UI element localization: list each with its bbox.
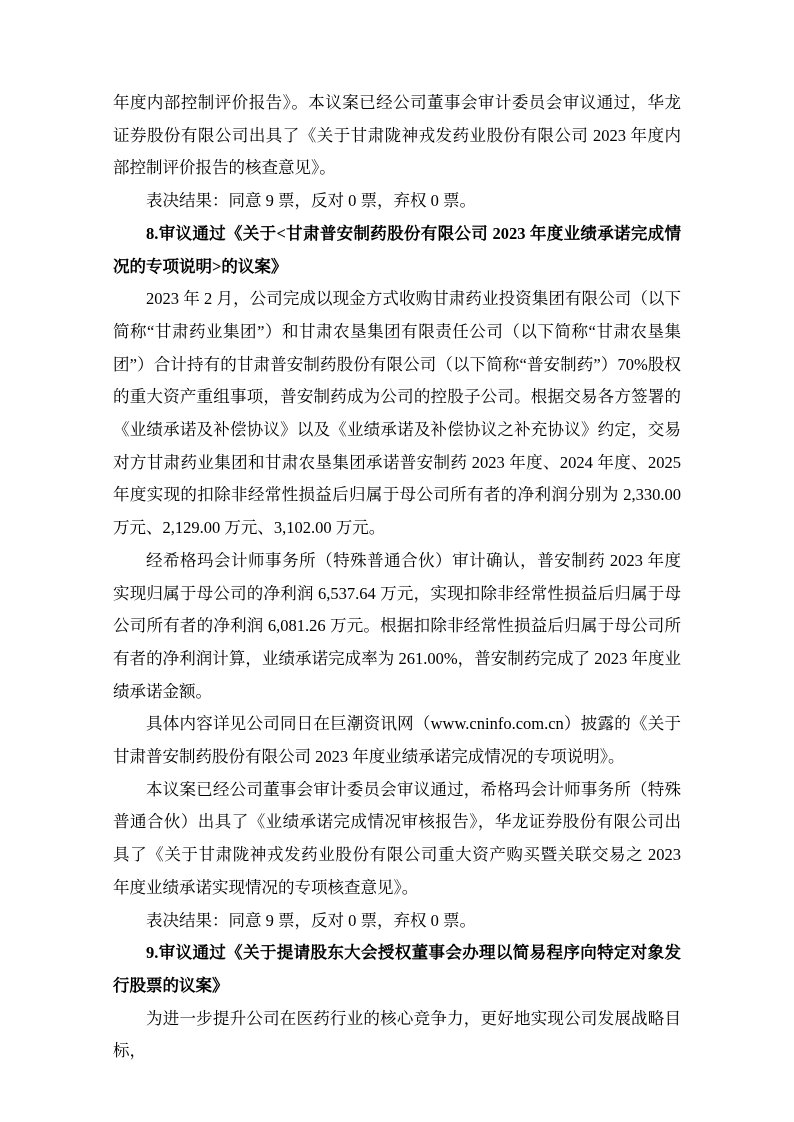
heading-item-8: 8.审议通过《关于<甘肃普安制药股份有限公司 2023 年度业绩承诺完成情况的专项说明>的议案》 (113, 223, 681, 276)
paragraph-item-9-opening: 为进一步提升公司在医药行业的核心竞争力，更好地实现公司发展战略目标， (113, 1008, 681, 1061)
heading-item-9: 9.审议通过《关于提请股东大会授权董事会办理以简易程序向特定对象发行股票的议案》 (113, 943, 681, 995)
document-content (113, 87, 681, 1068)
paragraph-item-8-audit-confirmation: 经希格玛会计师事务所（特殊普通合伙）审计确认，普安制药 2023 年度实现归属于母公司的净利润 6,537.64 万元，实现扣除非经常性损益后归属于母公司所有者的净利润 6,081.26 万元。根据扣除非经常性损益后归属于母公司所有者的净利润计算，业绩承诺完成率为 261.00%，普安制药完成了 2023 年度业绩承诺金额。 (113, 550, 681, 701)
paragraph-item-8-committee-approval: 本议案已经公司董事会审计委员会审议通过，希格玛会计师事务所（特殊普通合伙）出具了《业绩承诺完成情况审核报告》，华龙证券股份有限公司出具了《关于甘肃陇神戎发药业股份有限公司重大资产购买暨关联交易之 2023 年度业绩承诺实现情况的专项核查意见》。 (113, 779, 681, 897)
paragraph-continuation-internal-control-report: 年度内部控制评价报告》。本议案已经公司董事会审计委员会审议通过，华龙证券股份有限公司出具了《关于甘肃陇神戎发药业股份有限公司 2023 年度内部控制评价报告的核查意见》。 (113, 93, 681, 178)
vote-result-item-7: 表决结果：同意 9 票，反对 0 票，弃权 0 票。 (146, 191, 476, 211)
vote-result-item-8: 表决结果：同意 9 票，反对 0 票，弃权 0 票。 (146, 910, 476, 930)
paragraph-item-8-disclosure-reference: 具体内容详见公司同日在巨潮资讯网（www.cninfo.com.cn）披露的《关于甘肃普安制药股份有限公司 2023 年度业绩承诺完成情况的专项说明》。 (113, 714, 681, 767)
paragraph-item-8-acquisition-background: 2023 年 2 月，公司完成以现金方式收购甘肃药业投资集团有限公司（以下简称“甘肃药业集团”）和甘肃农垦集团有限责任公司（以下简称“甘肃农垦集团”）合计持有的甘肃普安制药股份有限公司（以下简称“普安制药”）70%股权的重大资产重组事项，普安制药成为公司的控股子公司。根据交易各方签署的《业绩承诺及补偿协议》以及《业绩承诺及补偿协议之补充协议》约定，交易对方甘肃药业集团和甘肃农垦集团承诺普安制药 2023 年度、2024 年度、2025 年度实现的扣除非经常性损益后归属于母公司所有者的净利润分别为 2,330.00 万元、2,129.00 万元、3,102.00 万元。 (113, 289, 681, 538)
